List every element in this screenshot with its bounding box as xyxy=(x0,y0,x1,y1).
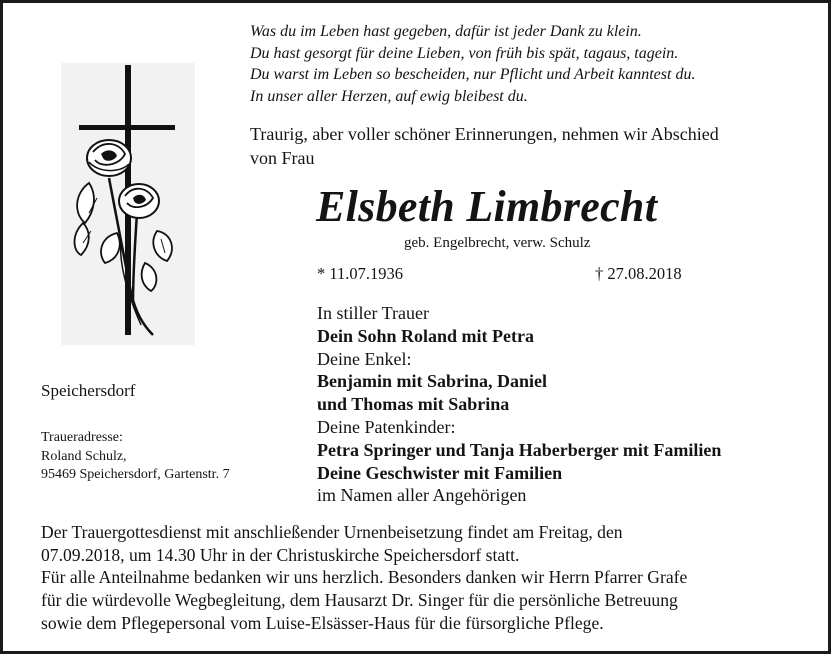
mourner-line: im Namen aller Angehörigen xyxy=(317,485,527,506)
poem-line: Was du im Leben hast gegeben, dafür ist jeder Dank zu klein. xyxy=(250,23,642,40)
farewell-intro xyxy=(250,122,719,170)
mourner-line: Benjamin mit Sabrina, Daniel xyxy=(317,371,548,392)
poem-line: In unser aller Herzen, auf ewig bleibest du. xyxy=(250,87,528,105)
mourner-line: und Thomas mit Sabrina xyxy=(317,394,510,415)
poem-line: Du warst im Leben so bescheiden, nur Pflicht und Arbeit kanntest du. xyxy=(250,66,696,83)
place-name: Speichersdorf xyxy=(41,381,136,400)
death-date: † 27.08.2018 xyxy=(595,264,682,283)
memorial-poem xyxy=(250,21,695,107)
mourner-line: Deine Geschwister mit Familien xyxy=(317,462,563,483)
mourner-line: Petra Springer und Tanja Haberberger mit Familien xyxy=(317,439,722,460)
birth-date: * 11.07.1936 xyxy=(317,264,404,283)
address-line: 95469 Speichersdorf, Gartenstr. 7 xyxy=(41,467,230,482)
mourner-line: Dein Sohn Roland mit Petra xyxy=(317,325,535,346)
notice-line: 07.09.2018, um 14.30 Uhr in der Christuskirche Speichersdorf statt. xyxy=(41,544,520,565)
notice-line: für die würdevolle Wegbegleitung, dem Hausarzt Dr. Singer für die persönliche Betreuung xyxy=(41,590,678,611)
notice-line: sowie dem Pflegepersonal vom Luise-Elsässer-Haus für die fürsorgliche Pflege. xyxy=(41,612,604,633)
notice-line: Für alle Anteilnahme bedanken wir uns herzlich. Besonders danken wir Herrn Pfarrer Grafe xyxy=(41,567,688,588)
notice-line: Der Trauergottesdienst mit anschließender Urnenbeisetzung findet am Freitag, den xyxy=(41,522,623,542)
mourner-line: Deine Enkel: xyxy=(317,348,412,369)
birth-name: geb. Engelbrecht, verw. Schulz xyxy=(404,235,591,251)
intro-line: Traurig, aber voller schöner Erinnerungen, nehmen wir Abschied xyxy=(250,124,719,144)
mourner-line: In stiller Trauer xyxy=(317,303,429,323)
mourners-list xyxy=(317,302,721,507)
cross-with-roses-icon xyxy=(61,63,195,345)
service-notice xyxy=(41,521,687,635)
mourning-address xyxy=(41,429,230,485)
intro-line: von Frau xyxy=(250,148,315,168)
poem-line: Du hast gesorgt für deine Lieben, von früh bis spät, tagaus, tagein. xyxy=(250,44,679,62)
mourner-line: Deine Patenkinder: xyxy=(317,416,456,437)
deceased-name: Elsbeth Limbrecht xyxy=(316,182,658,231)
address-line: Traueradresse: xyxy=(41,430,123,445)
address-line: Roland Schulz, xyxy=(41,448,127,464)
